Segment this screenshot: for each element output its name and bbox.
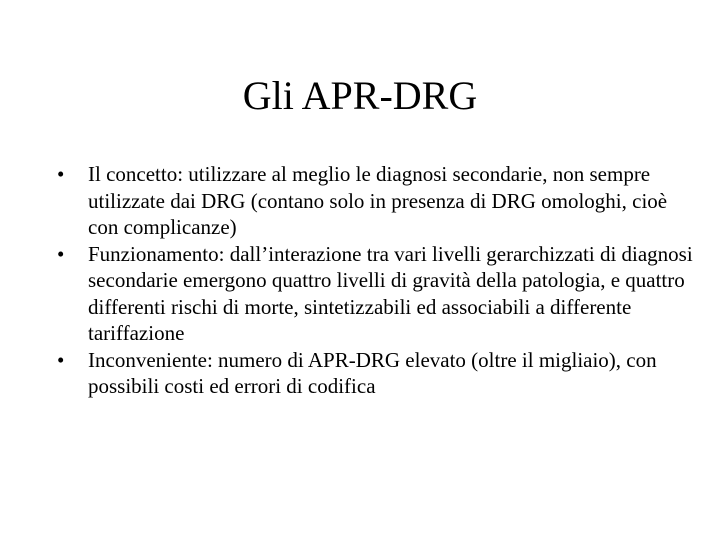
- bullet-icon: •: [57, 162, 65, 186]
- bullet-icon: •: [57, 347, 65, 372]
- bullet-item-funzionamento: [57, 241, 697, 347]
- bullet-text: Funzionamento: dall’interazione tra vari livelli gerarchizzati di diagnosi secondarie emergono quattro livelli di gravità della patologia, e quattro differenti rischi di morte, sintetizzabili ed associabili a differente tariffazione: [88, 241, 693, 345]
- bullet-icon: •: [57, 241, 65, 266]
- bullet-item-concetto: [57, 161, 697, 241]
- bullet-list: [57, 161, 697, 400]
- bullet-text: Il concetto: utilizzare al meglio le diagnosi secondarie, non sempre utilizzate dai DRG (contano solo in presenza di DRG omologhi, cioè con complicanze): [88, 162, 668, 239]
- bullet-text: Inconveniente: numero di APR-DRG elevato (oltre il migliaio), con possibili costi ed errori di codifica: [88, 347, 657, 398]
- bullet-item-inconveniente: [57, 347, 697, 400]
- slide-title: Gli APR-DRG: [242, 73, 478, 118]
